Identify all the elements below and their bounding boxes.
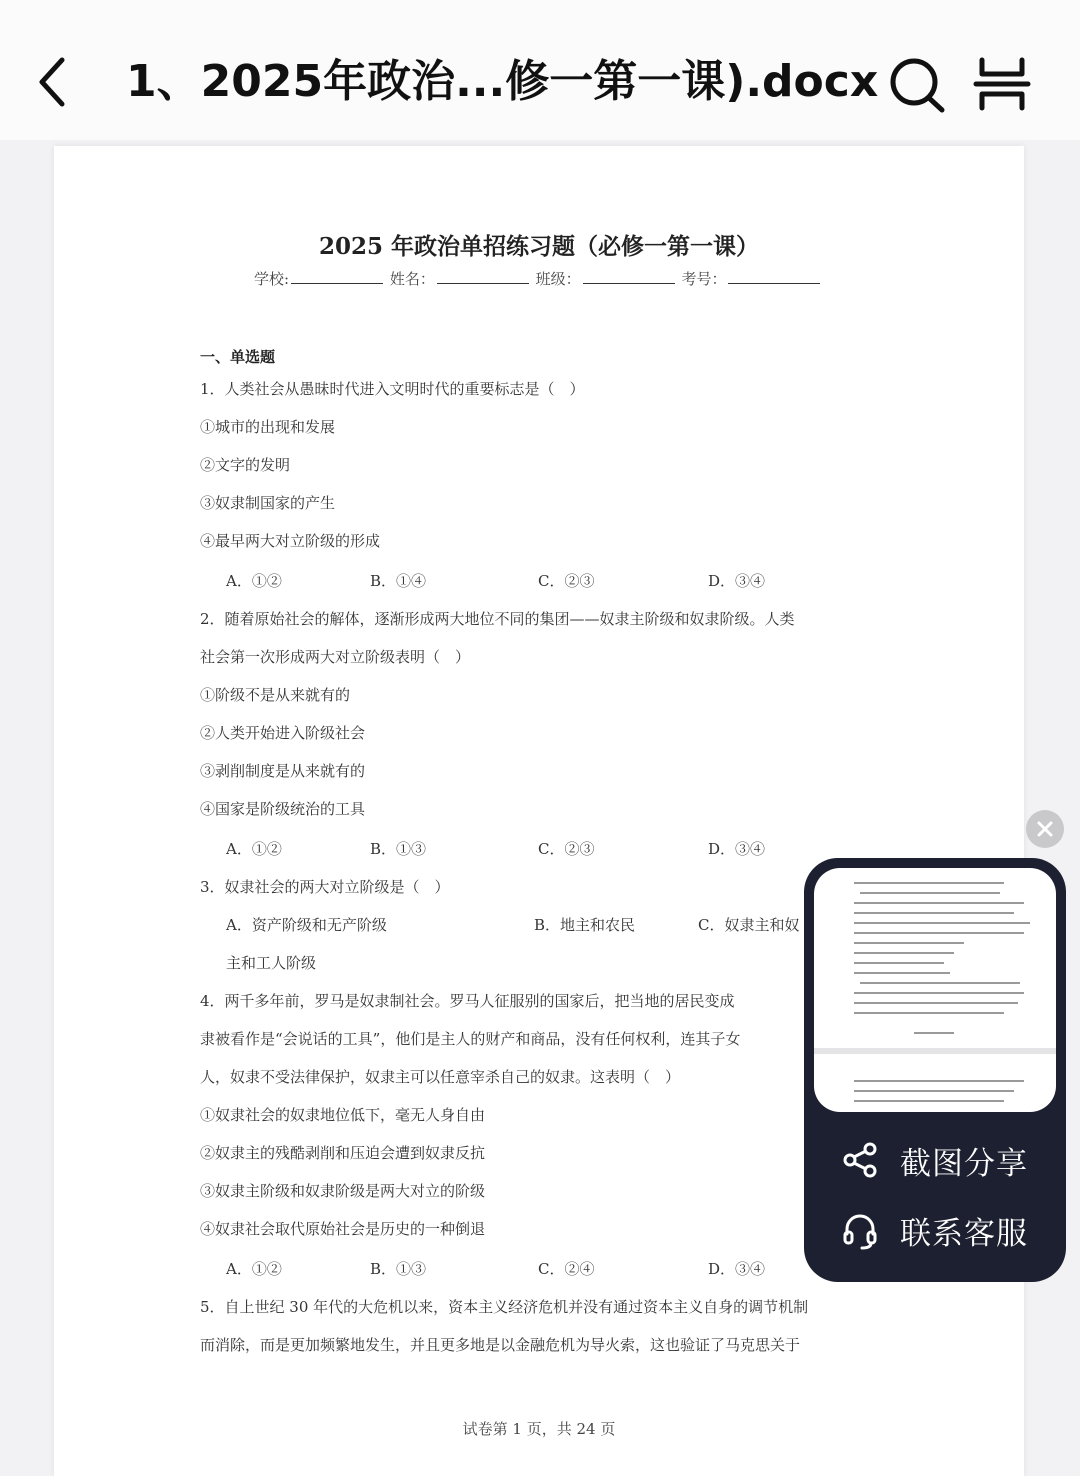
student-info-line <box>254 268 822 289</box>
question-4-choice-c: C．②④ <box>538 1260 595 1278</box>
question-2-choice-b: B．①③ <box>370 840 427 858</box>
question-4-item: ②奴隶主的残酷剥削和压迫会遭到奴隶反抗 <box>200 1144 486 1162</box>
search-button[interactable] <box>884 54 948 114</box>
school-blank <box>291 269 383 284</box>
customer-service-button[interactable] <box>840 1204 1050 1256</box>
screenshot-thumbnail[interactable] <box>814 868 1056 1112</box>
name-label: 姓名： <box>389 270 435 288</box>
page-footer: 试卷第 1 页，共 24 页 <box>462 1420 616 1438</box>
question-3-continuation: 主和工人阶级 <box>226 954 317 972</box>
question-4-item: ①奴隶社会的奴隶地位低下，毫无人身自由 <box>200 1106 486 1124</box>
top-bar <box>0 0 1080 140</box>
question-4-choice-d: D．③④ <box>708 1260 766 1278</box>
document-title: 1、2025年政治...修一第一课).docx <box>126 56 878 107</box>
search-icon <box>884 54 948 114</box>
question-3-choice-b: B．地主和农民 <box>534 916 636 934</box>
share-icon <box>840 1140 880 1180</box>
question-2-stem: 社会第一次形成两大对立阶级表明（ ） <box>200 648 471 666</box>
question-4-choice-a: A．①② <box>226 1260 282 1278</box>
name-blank <box>437 269 529 284</box>
close-panel-button[interactable] <box>1026 810 1064 848</box>
question-2-item: ①阶级不是从来就有的 <box>200 686 351 704</box>
screenshot-share-button[interactable] <box>840 1134 1050 1186</box>
question-1-stem: 1．人类社会从愚昧时代进入文明时代的重要标志是（ ） <box>200 380 585 398</box>
question-3-choice-c: C．奴隶主和奴 <box>698 916 800 934</box>
question-2-item: ④国家是阶级统治的工具 <box>200 800 366 818</box>
question-4-item: ④奴隶社会取代原始社会是历史的一种倒退 <box>200 1220 486 1238</box>
question-4-stem: 4．两千多年前，罗马是奴隶制社会。罗马人征服别的国家后，把当地的居民变成 <box>200 992 735 1010</box>
class-label: 班级： <box>535 270 581 288</box>
question-5-stem: 5．自上世纪 30 年代的大危机以来，资本主义经济危机并没有通过资本主义自身的调节机制 <box>200 1298 809 1316</box>
headset-icon <box>840 1210 880 1250</box>
back-button[interactable] <box>30 50 80 114</box>
question-1-choice-c: C．②③ <box>538 572 595 590</box>
question-2-choice-a: A．①② <box>226 840 282 858</box>
question-4-stem: 人，奴隶不受法律保护，奴隶主可以任意宰杀自己的奴隶。这表明（ ） <box>200 1068 681 1086</box>
scan-button[interactable] <box>970 54 1034 114</box>
question-4-stem: 隶被看作是“会说话的工具”，他们是主人的财产和商品，没有任何权利，连其子女 <box>200 1030 741 1048</box>
exam-number-blank <box>728 269 820 284</box>
question-1-item: ④最早两大对立阶级的形成 <box>200 532 381 550</box>
question-3-stem: 3．奴隶社会的两大对立阶级是（ ） <box>200 878 450 896</box>
scan-icon <box>970 54 1034 114</box>
exam-title: 2025 年政治单招练习题（必修一第一课） <box>318 233 760 260</box>
chevron-left-icon <box>30 50 80 114</box>
question-4-choice-b: B．①③ <box>370 1260 427 1278</box>
question-4-item: ③奴隶主阶级和奴隶阶级是两大对立的阶级 <box>200 1182 486 1200</box>
question-1-item: ③奴隶制国家的产生 <box>200 494 336 512</box>
question-2-stem: 2．随着原始社会的解体，逐渐形成两大地位不同的集团——奴隶主阶级和奴隶阶级。人类 <box>200 610 795 628</box>
close-icon <box>1026 810 1064 848</box>
school-label: 学校: <box>254 270 290 288</box>
question-2-choice-d: D．③④ <box>708 840 766 858</box>
floating-share-panel <box>804 858 1066 1282</box>
screenshot-share-label: 截图分享 <box>900 1145 1028 1182</box>
question-1-choice-b: B．①④ <box>370 572 427 590</box>
exam-number-label: 考号： <box>681 270 727 288</box>
class-blank <box>583 269 675 284</box>
section-heading: 一、单选题 <box>200 348 276 366</box>
question-5-stem: 而消除，而是更加频繁地发生，并且更多地是以金融危机为导火索，这也验证了马克思关于 <box>200 1336 801 1354</box>
question-2-choice-c: C．②③ <box>538 840 595 858</box>
question-2-item: ②人类开始进入阶级社会 <box>200 724 366 742</box>
question-3-choice-a: A．资产阶级和无产阶级 <box>226 916 387 934</box>
question-1-choice-a: A．①② <box>226 572 282 590</box>
question-1-item: ①城市的出现和发展 <box>200 418 336 436</box>
customer-service-label: 联系客服 <box>900 1215 1028 1252</box>
question-2-item: ③剥削制度是从来就有的 <box>200 762 366 780</box>
question-1-choice-d: D．③④ <box>708 572 766 590</box>
question-1-item: ②文字的发明 <box>200 456 291 474</box>
